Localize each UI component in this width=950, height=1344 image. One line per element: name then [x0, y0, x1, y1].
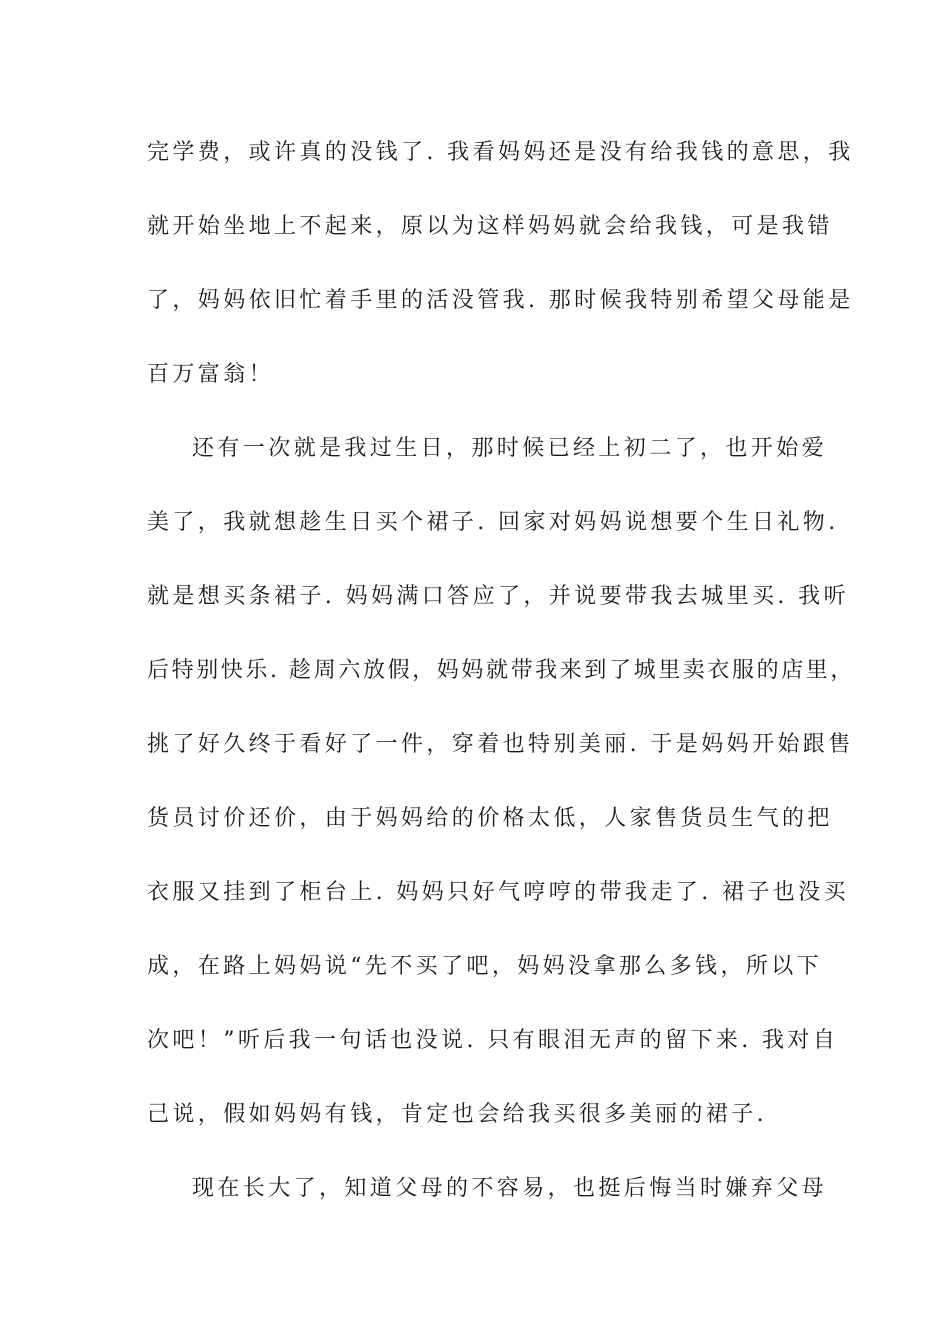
- text-line-4: 百万富翁！: [147, 362, 275, 387]
- paragraph-start-line-2: 现在长大了，知道父母的不容易，也挺后悔当时嫌弃父母: [192, 1176, 828, 1201]
- text-line-3: 了，妈妈依旧忙着手里的活没管我. 那时候我特别希望父母能是: [147, 288, 854, 313]
- text-line-6: 美了，我就想趁生日买个裙子. 回家对妈妈说想要个生日礼物.: [147, 510, 839, 535]
- text-line-9: 挑了好久终于看好了一件，穿着也特别美丽. 于是妈妈开始跟售: [147, 732, 854, 757]
- paragraph-start-line: 还有一次就是我过生日，那时候已经上初二了，也开始爱: [192, 436, 828, 461]
- text-line-2: 就开始坐地上不起来，原以为这样妈妈就会给我钱，可是我错: [147, 214, 833, 239]
- text-line-10: 货员讨价还价，由于妈妈给的价格太低，人家售货员生气的把: [147, 806, 833, 831]
- text-line-12: 成，在路上妈妈说“先不买了吧，妈妈没拿那么多钱，所以下: [147, 954, 823, 979]
- text-line-1: 完学费，或许真的没钱了. 我看妈妈还是没有给我钱的意思，我: [147, 140, 854, 165]
- text-line-11: 衣服又挂到了柜台上. 妈妈只好气哼哼的带我走了. 裙子也没买: [147, 880, 849, 905]
- text-line-7: 就是想买条裙子. 妈妈满口答应了，并说要带我去城里买. 我听: [147, 584, 849, 609]
- text-line-8: 后特别快乐. 趁周六放假，妈妈就带我来到了城里卖衣服的店里，: [147, 658, 855, 683]
- text-line-14: 己说，假如妈妈有钱，肯定也会给我买很多美丽的裙子.: [147, 1102, 767, 1127]
- text-line-13: 次吧！”听后我一句话也没说. 只有眼泪无声的留下来. 我对自: [147, 1028, 839, 1053]
